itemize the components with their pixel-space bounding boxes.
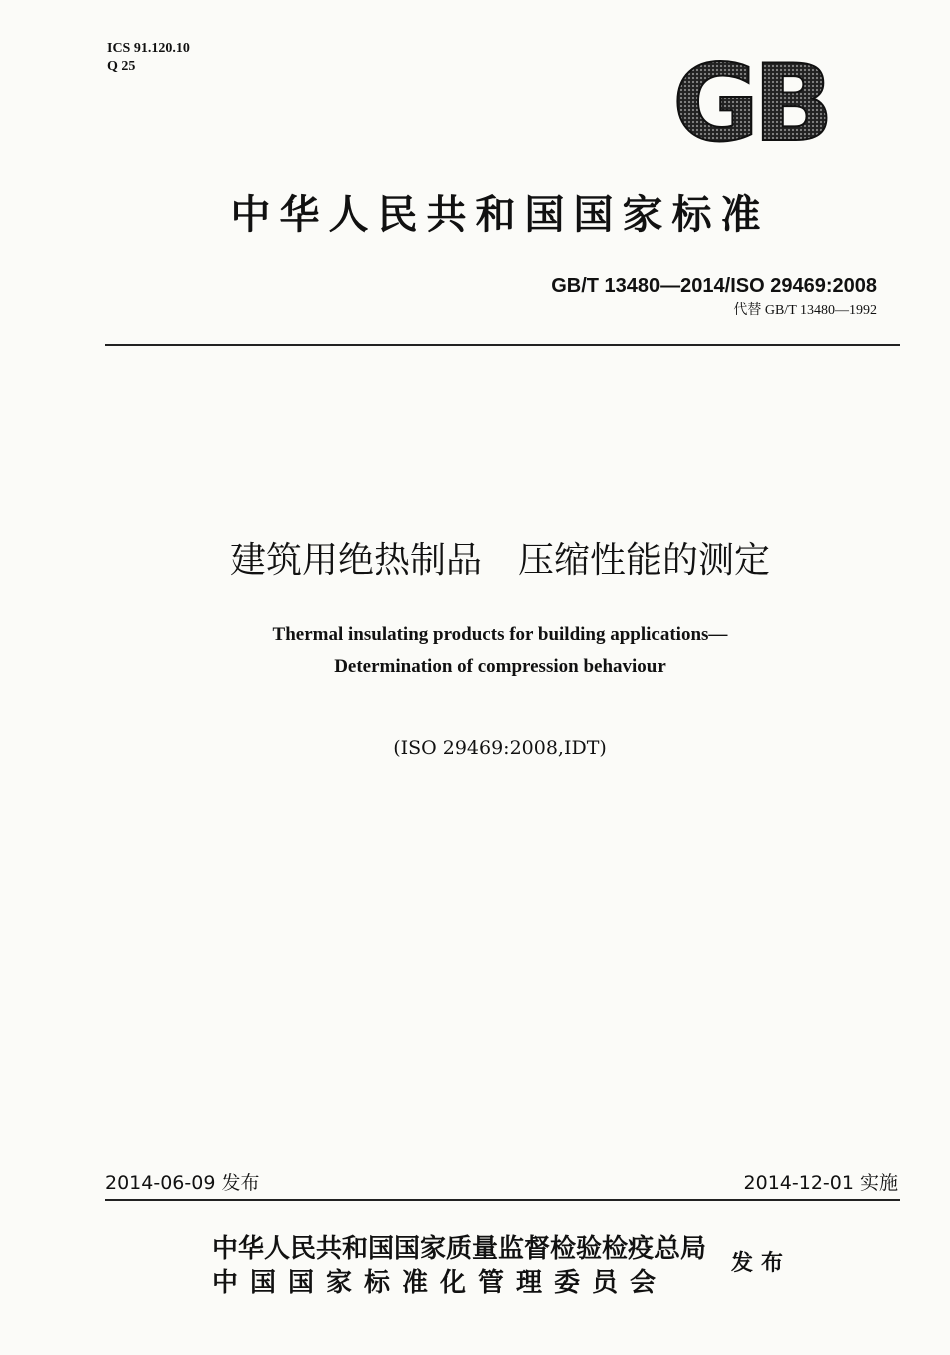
replaces-standard: 代替 GB/T 13480—1992 <box>733 303 877 318</box>
issuer-aqsiq: 中华人民共和国国家质量监督检验检疫总局 <box>212 1234 707 1264</box>
page-title: 中华人民共和国国家标准 <box>230 192 770 238</box>
issue-label: 发布 <box>731 1251 792 1276</box>
english-title <box>120 619 880 683</box>
standard-number: GB/T 13480—2014/ISO 29469:2008 <box>551 275 877 297</box>
ccs-code: Q 25 <box>107 59 136 74</box>
english-title-line1: Thermal insulating products for building applications— <box>272 624 728 645</box>
implementation-date: 2014-12-01 实施 <box>743 1172 898 1194</box>
issuer-sac: 中国国家标准化管理委员会 <box>212 1268 669 1298</box>
english-title-line2: Determination of compression behaviour <box>334 656 666 677</box>
classification-codes <box>107 40 190 76</box>
ics-code: ICS 91.120.10 <box>107 41 190 56</box>
gb-logo-text: GB <box>672 52 828 152</box>
iso-equivalence: (ISO 29469:2008,IDT) <box>393 737 607 759</box>
chinese-title: 建筑用绝热制品 压缩性能的测定 <box>229 540 770 581</box>
footer-divider <box>105 1199 900 1201</box>
publication-date: 2014-06-09 发布 <box>105 1172 260 1194</box>
header-divider <box>105 344 900 346</box>
gb-logo <box>655 52 845 152</box>
